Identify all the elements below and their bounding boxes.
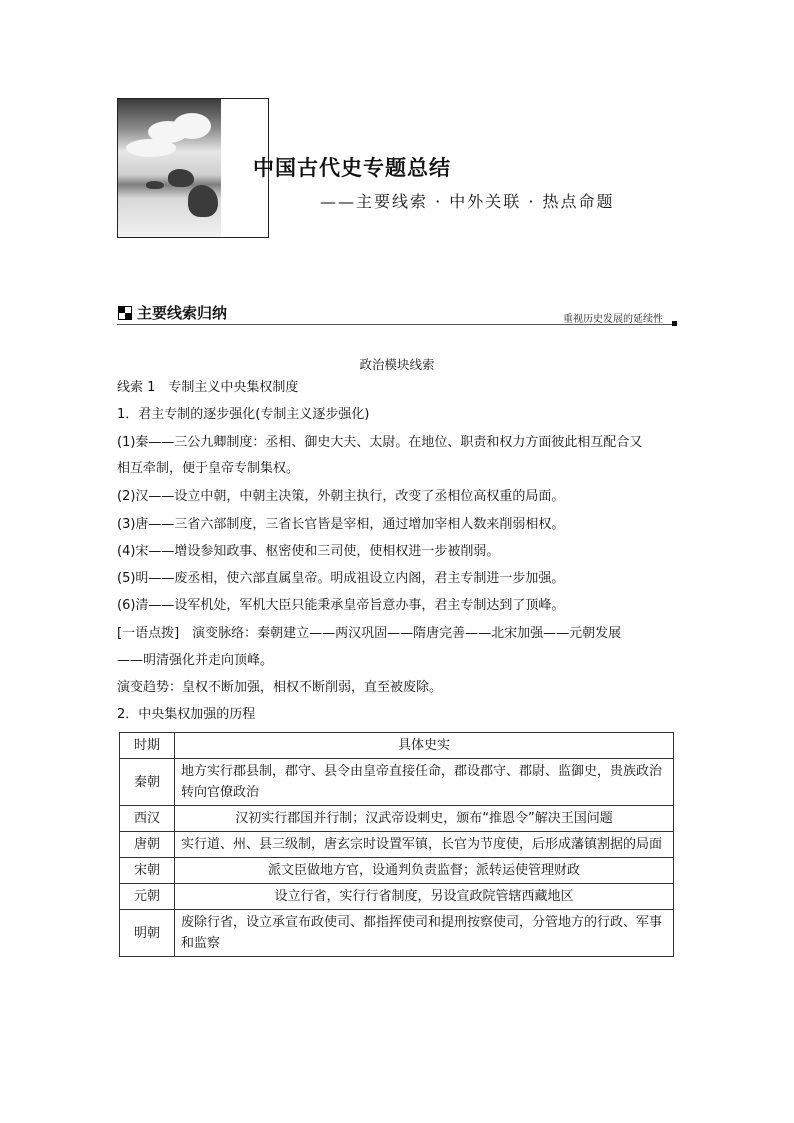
era-cell: 明朝 xyxy=(120,910,175,957)
list-item: 相互牵制，便于皇帝专制集权。 xyxy=(117,461,300,476)
tip-line-1: [一语点拨] 演变脉络：秦朝建立——两汉巩固——隋唐完善——北宋加强——元朝发展 xyxy=(117,626,622,641)
subheading-2: 2．中央集权加强的历程 xyxy=(117,707,256,722)
era-cell: 元朝 xyxy=(120,884,175,910)
list-item: (3)唐——三省六部制度，三省长官皆是宰相，通过增加宰相人数来削弱相权。 xyxy=(117,517,565,532)
subheading-1: 1．君主专制的逐步强化(专制主义逐步强化) xyxy=(117,407,370,422)
table-row xyxy=(120,884,674,910)
page-subtitle: ——主要线索 · 中外关联 · 热点命题 xyxy=(320,192,615,211)
era-cell: 秦朝 xyxy=(120,759,175,806)
list-item: (5)明——废丞相，使六部直属皇帝。明成祖设立内阁，君主专制进一步加强。 xyxy=(117,571,565,586)
header-fact: 具体史实 xyxy=(175,733,674,759)
banner-landscape-image xyxy=(118,99,221,237)
divider-end-mark xyxy=(672,321,677,326)
table-row xyxy=(120,858,674,884)
fact-cell: 废除行省，设立承宣布政使司、都指挥使司和提刑按察使司，分管地方的行政、军事和监察 xyxy=(175,910,674,957)
header-era: 时期 xyxy=(120,733,175,759)
table-row xyxy=(120,910,674,957)
tip-line-2: ——明清强化并走向顶峰。 xyxy=(117,653,274,668)
module-heading: 政治模块线索 xyxy=(359,357,435,372)
section-title: 主要线索归纳 xyxy=(137,304,228,322)
fact-cell: 实行道、州、县三级制，唐玄宗时设置军镇，长官为节度使，后形成藩镇割据的局面 xyxy=(175,832,674,858)
history-table xyxy=(119,732,674,957)
list-item: (1)秦——三公九卿制度：丞相、御史大夫、太尉。在地位、职责和权力方面彼此相互配合又 xyxy=(117,435,643,450)
section-tagline: 重视历史发展的延续性 xyxy=(563,314,663,325)
fact-cell: 设立行省，实行行省制度，另设宣政院管辖西藏地区 xyxy=(175,884,674,910)
era-cell: 唐朝 xyxy=(120,832,175,858)
era-cell: 宋朝 xyxy=(120,858,175,884)
table-header-row xyxy=(120,733,674,759)
section-divider xyxy=(117,324,677,325)
fact-cell: 地方实行郡县制，郡守、县令由皇帝直接任命，郡设郡守、郡尉、监御史，贵族政治转向官僚政治 xyxy=(175,759,674,806)
list-item: (4)宋——增设参知政事、枢密使和三司使，使相权进一步被削弱。 xyxy=(117,544,500,559)
banner-frame xyxy=(117,98,269,238)
thread-heading: 线索 1 专制主义中央集权制度 xyxy=(117,380,299,395)
page-title: 中国古代史专题总结 xyxy=(253,156,451,180)
era-cell: 西汉 xyxy=(120,806,175,832)
trend-line: 演变趋势：皇权不断加强，相权不断削弱，直至被废除。 xyxy=(117,680,443,695)
table-row xyxy=(120,806,674,832)
list-item: (2)汉——设立中朝，中朝主决策，外朝主执行，改变了丞相位高权重的局面。 xyxy=(117,489,565,504)
section-header xyxy=(117,302,677,328)
table-row xyxy=(120,759,674,806)
section-checker-icon xyxy=(118,306,132,320)
list-item: (6)清——设军机处，军机大臣只能秉承皇帝旨意办事，君主专制达到了顶峰。 xyxy=(117,598,565,613)
fact-cell: 汉初实行郡国并行制；汉武帝设刺史，颁布“推恩令”解决王国问题 xyxy=(175,806,674,832)
fact-cell: 派文臣做地方官，设通判负责监督；派转运使管理财政 xyxy=(175,858,674,884)
table-row xyxy=(120,832,674,858)
